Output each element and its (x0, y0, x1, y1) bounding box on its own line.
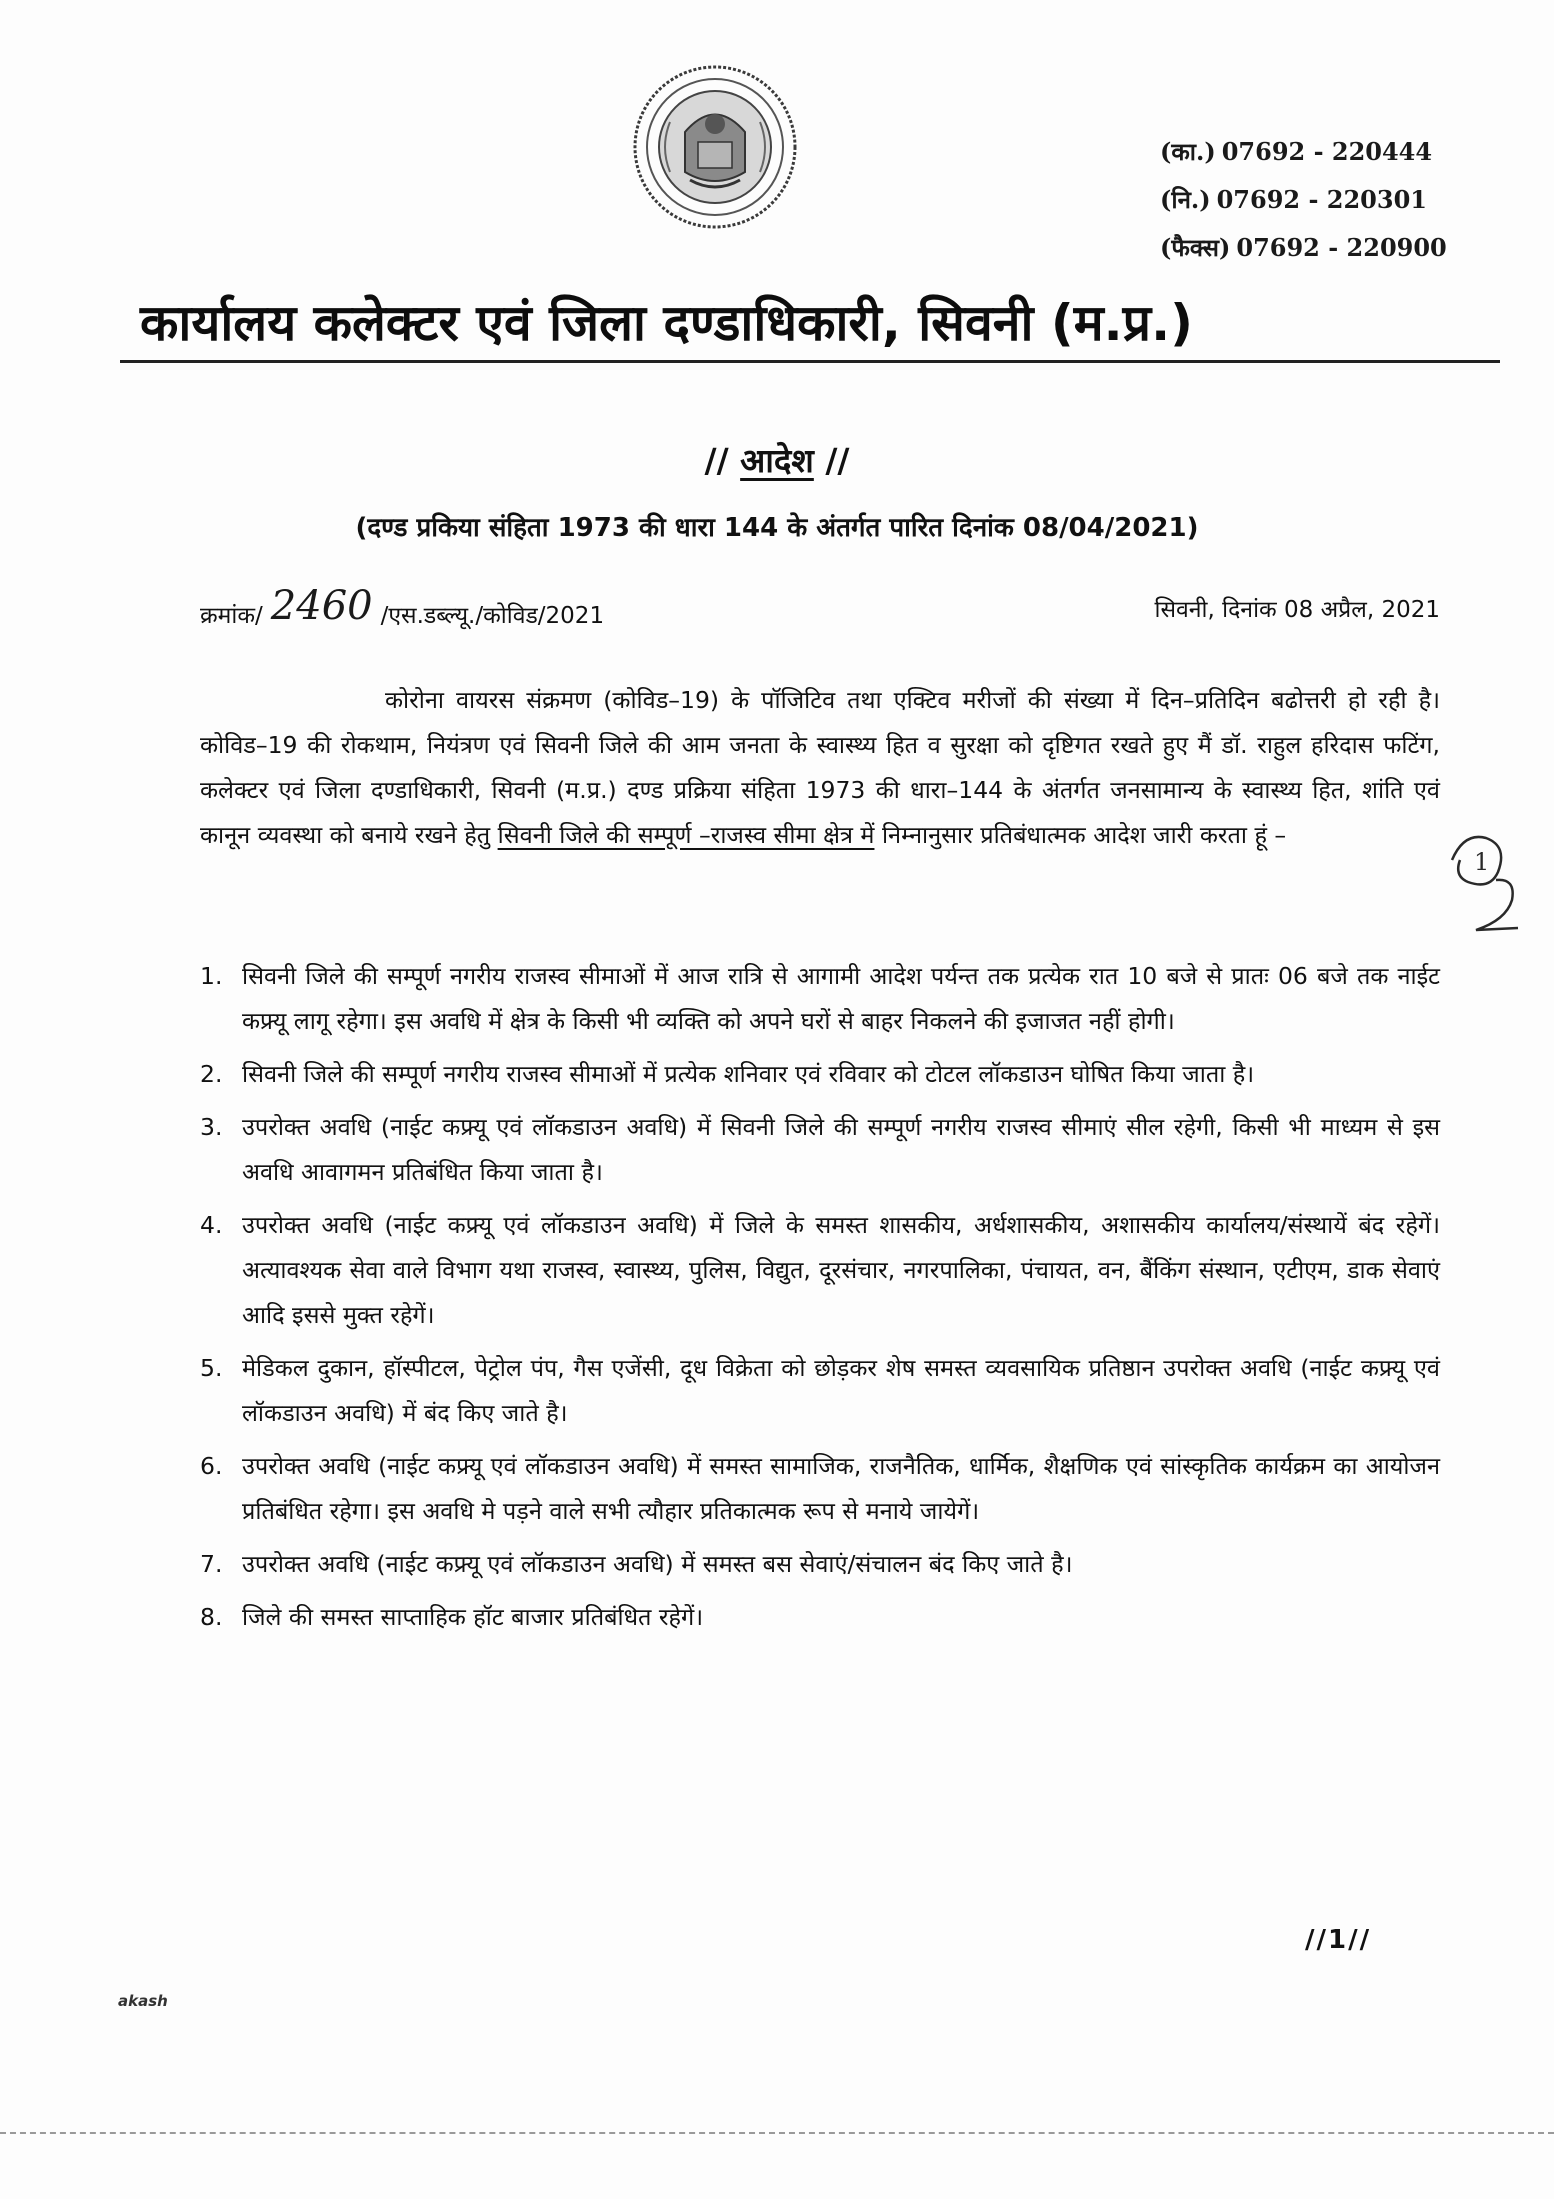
order-subheading: (दण्ड प्रकिया संहिता 1973 की धारा 144 के अंतर्गत पारित दिनांक 08/04/2021) (355, 513, 1199, 543)
orders-list (200, 954, 1440, 1648)
place-date: सिवनी, दिनांक 08 अप्रैल, 2021 (1154, 597, 1440, 623)
margin-annotation-mark (1446, 820, 1526, 940)
order-item-text: उपरोक्त अवधि (नाईट कफ्र्यू एवं लॉकडाउन अवधि) में सिवनी जिले की सम्पूर्ण नगरीय राजस्व सीमाएं सील रहेगी, किसी भी माध्यम से इस अवधि आवागमन प्रतिबंधित किया जाता है। (242, 1113, 1440, 1186)
reference-prefix: क्रमांक/ (200, 603, 263, 629)
order-item-text: उपरोक्त अवधि (नाईट कफ्र्यू एवं लॉकडाउन अवधि) में जिले के समस्त शासकीय, अर्धशासकीय, अशासकीय कार्यालय/संस्थायें बंद रहेगें। अत्यावश्यक सेवा वाले विभाग यथा राजस्व, स्वास्थ्य, पुलिस, विद्युत, दूरसंचार, नगरपालिका, पंचायत, वन, बैंकिंग संस्थान, एटीएम, डाक सेवाएं आदि इससे मुक्त रहेगें। (242, 1211, 1440, 1329)
order-item (200, 1346, 1440, 1436)
order-heading (0, 438, 1554, 484)
office-phone-label: (का.) (1160, 137, 1216, 166)
office-phone-number: 07692 - 220444 (1221, 137, 1433, 166)
residence-phone-row (1160, 176, 1460, 224)
residence-phone-number: 07692 - 220301 (1216, 185, 1427, 214)
bottom-dashed-rule (0, 2132, 1554, 2134)
contact-block (1160, 128, 1460, 272)
order-item (200, 1542, 1440, 1587)
title-divider (120, 360, 1500, 363)
fax-number: 07692 - 220900 (1236, 233, 1447, 262)
order-heading-suffix: // (813, 441, 850, 480)
order-item-number: 6. (200, 1452, 223, 1480)
intro-text: कोरोना वायरस संक्रमण (कोविड–19) के पॉजिटिव तथा एक्टिव मरीजों की संख्या में दिन–प्रतिदिन बढोत्तरी हो रही है। कोविड–19 की रोकथाम, नियंत्रण एवं सिवनी जिले की आम जनता के स्वास्थ्य हित व सुरक्षा को दृष्टिगत रखते हुए मैं डॉ. राहुल हरिदास फटिंग, कलेक्टर एवं जिला दण्डाधिकारी, सिवनी (म.प्र.) दण्ड प्रक्रिया संहिता 1973 की धारा–144 के अंतर्गत जनसामान्य के स्वास्थ्य हित, शांति एवं कानून व्यवस्था को बनाये रखने हेतु (200, 685, 1440, 849)
order-heading-prefix: // (704, 441, 741, 480)
intro-paragraph (200, 678, 1440, 858)
fax-row (1160, 224, 1460, 272)
order-item (200, 1052, 1440, 1097)
intro-closing-text: निम्नानुसार प्रतिबंधात्मक आदेश जारी करता हूं – (874, 820, 1287, 849)
order-item (200, 1444, 1440, 1534)
order-item-text: सिवनी जिले की सम्पूर्ण नगरीय राजस्व सीमाओं में प्रत्येक शनिवार एवं रविवार को टोटल लॉकडाउन घोषित किया जाता है। (242, 1060, 1255, 1088)
fax-label: (फैक्स) (1160, 233, 1231, 262)
order-item-number: 2. (200, 1060, 223, 1088)
reference-line (200, 580, 1440, 640)
reference-number-handwritten: 2460 (270, 583, 373, 629)
order-item-number: 4. (200, 1211, 223, 1239)
order-item-number: 7. (200, 1550, 223, 1578)
typist-initials: akash (118, 1992, 168, 2010)
page-number-marker: //1// (1305, 1925, 1372, 1955)
state-emblem-seal-icon (630, 62, 800, 232)
order-item (200, 1203, 1440, 1338)
order-item (200, 1595, 1440, 1640)
order-item-number: 1. (200, 962, 223, 990)
order-item-number: 5. (200, 1354, 223, 1382)
reference-number-block (200, 580, 604, 646)
order-item (200, 1105, 1440, 1195)
margin-annotation-text: 1 (1474, 848, 1490, 876)
office-phone-row (1160, 128, 1460, 176)
office-title: कार्यालय कलेक्टर एवं जिला दण्डाधिकारी, सिवनी (म.प्र.) (140, 294, 1193, 352)
reference-suffix: /एस.डब्ल्यू./कोविड/2021 (380, 603, 605, 629)
order-item-number: 3. (200, 1113, 223, 1141)
order-item-text: जिले की समस्त साप्ताहिक हॉट बाजार प्रतिबंधित रहेगें। (242, 1603, 704, 1631)
order-item-number: 8. (200, 1603, 223, 1631)
order-item (200, 954, 1440, 1044)
intro-underlined-text: सिवनी जिले की सम्पूर्ण –राजस्व सीमा क्षेत्र में (497, 820, 875, 849)
order-item-text: सिवनी जिले की सम्पूर्ण नगरीय राजस्व सीमाओं में आज रात्रि से आगामी आदेश पर्यन्त तक प्रत्येक रात 10 बजे से प्रातः 06 बजे तक नाईट कफ्र्यू लागू रहेगा। इस अवधि में क्षेत्र के किसी भी व्यक्ति को अपने घरों से बाहर निकलने की इजाजत नहीं होगी। (242, 962, 1440, 1035)
order-item-text: उपरोक्त अवधि (नाईट कफ्र्यू एवं लॉकडाउन अवधि) में समस्त सामाजिक, राजनैतिक, धार्मिक, शैक्षणिक एवं सांस्कृतिक कार्यक्रम का आयोजन प्रतिबंधित रहेगा। इस अवधि मे पड़ने वाले सभी त्यौहार प्रतिकात्मक रूप से मनाये जायेगें। (242, 1452, 1440, 1525)
residence-phone-label: (नि.) (1160, 185, 1211, 214)
order-item-text: उपरोक्त अवधि (नाईट कफ्र्यू एवं लॉकडाउन अवधि) में समस्त बस सेवाएं/संचालन बंद किए जाते है। (242, 1550, 1073, 1578)
order-heading-text: आदेश (740, 441, 814, 480)
order-item-text: मेडिकल दुकान, हॉस्पीटल, पेट्रोल पंप, गैस एजेंसी, दूध विक्रेता को छोड़कर शेष समस्त व्यवसायिक प्रतिष्ठान उपरोक्त अवधि (नाईट कफ्र्यू एवं लॉकडाउन अवधि) में बंद किए जाते है। (242, 1354, 1440, 1427)
